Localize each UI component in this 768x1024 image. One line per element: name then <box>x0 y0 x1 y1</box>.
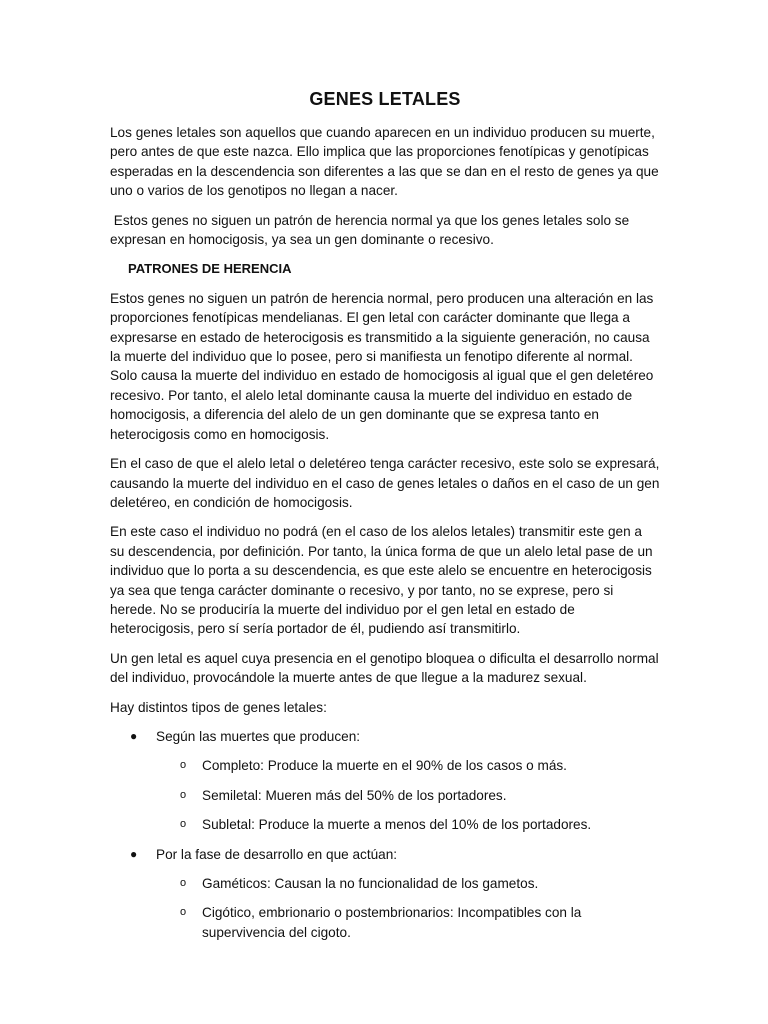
paragraph-tipos: Hay distintos tipos de genes letales: <box>110 699 327 715</box>
paragraph-recesivo: En el caso de que el alelo letal o deletéreo tenga carácter recesivo, este solo se expresará, causando la muerte del individuo en el caso de genes letales o daños en el caso de un gen deletéreo, en condición de homocigosis. <box>110 456 660 510</box>
sublist-item-text: Semiletal: Mueren más del 50% de los portadores. <box>202 787 507 803</box>
sublist-item-text: Subletal: Produce la muerte a menos del 10% de los portadores. <box>202 817 592 833</box>
sublist-item <box>156 756 660 775</box>
list-item <box>110 845 660 943</box>
circle-bullet-icon: o <box>180 759 187 772</box>
bullet-icon: ● <box>130 846 138 861</box>
circle-bullet-icon: o <box>180 818 187 831</box>
sublist <box>156 874 660 942</box>
sublist <box>156 756 660 834</box>
sublist-item-text: Completo: Produce la muerte en el 90% de los casos o más. <box>202 758 567 774</box>
sublist-item-text: Cigótico, embrionario o postembrionarios: Incompatibles con la supervivencia del cigoto. <box>202 905 582 940</box>
paragraph-patrones: Estos genes no siguen un patrón de herencia normal, pero producen una alteración en las proporciones fenotípicas mendelianas. El gen letal con carácter dominante que llega a expresarse en estado de heterocigosis es transmitido a la siguiente generación, no causa la muerte del individuo que lo posee, pero si manifiesta un fenotipo diferente al normal. Solo causa la muerte del individuo en estado de homocigosis al igual que el gen deletéreo recesivo. Por tanto, el alelo letal dominante causa la muerte del individuo en estado de homocigosis, a diferencia del alelo de un gen dominante que se expresa tanto en heterocigosis como en homocigosis. <box>110 290 654 442</box>
sublist-item <box>156 874 660 893</box>
paragraph-intro: Los genes letales son aquellos que cuando aparecen en un individuo producen su muerte, pero antes de que este nazca. Ello implica que las proporciones fenotípicas y genotípicas esperadas en la descendencia son diferentes a las que se dan en el resto de genes ya que uno o varios de los genotipos no llegan a nacer. <box>110 125 659 199</box>
types-list <box>110 727 660 942</box>
paragraph-transmision: En este caso el individuo no podrá (en el caso de los alelos letales) transmitir este gen a su descendencia, por definición. Por tanto, la única forma de que un alelo letal pase de un individuo que lo porta a su descendencia, es que este alelo se encuentre en heterocigosis ya sea que tenga carácter dominante o recesivo, y por tanto, no se exprese, pero si herede. No se produciría la muerte del individuo por el gen letal en estado de heterocigosis, pero sí sería portador de él, pudiendo así transmitirlo. <box>110 524 653 637</box>
circle-bullet-icon: o <box>180 906 187 919</box>
document-title: GENES LETALES <box>309 89 461 109</box>
circle-bullet-icon: o <box>180 877 187 889</box>
bullet-icon: ● <box>130 728 138 743</box>
sublist-item-text: Gaméticos: Causan la no funcionalidad de los gametos. <box>202 876 539 891</box>
sublist-item <box>156 903 660 942</box>
circle-bullet-icon: o <box>180 788 187 801</box>
list-item <box>110 727 660 835</box>
paragraph-definicion: Un gen letal es aquel cuya presencia en el genotipo bloquea o dificulta el desarrollo normal del individuo, provocándole la muerte antes de que llegue a la madurez sexual. <box>110 650 659 686</box>
section-heading-patrones: PATRONES DE HERENCIA <box>128 261 292 277</box>
list-item-label: Según las muertes que producen: <box>156 728 361 744</box>
sublist-item <box>156 786 660 805</box>
sublist-item <box>156 815 660 834</box>
list-item-label: Por la fase de desarrollo en que actúan: <box>156 846 398 862</box>
paragraph-expression: Estos genes no siguen un patrón de herencia normal ya que los genes letales solo se expresan en homocigosis, ya sea un gen dominante o recesivo. <box>110 212 633 248</box>
document-page <box>110 88 660 952</box>
